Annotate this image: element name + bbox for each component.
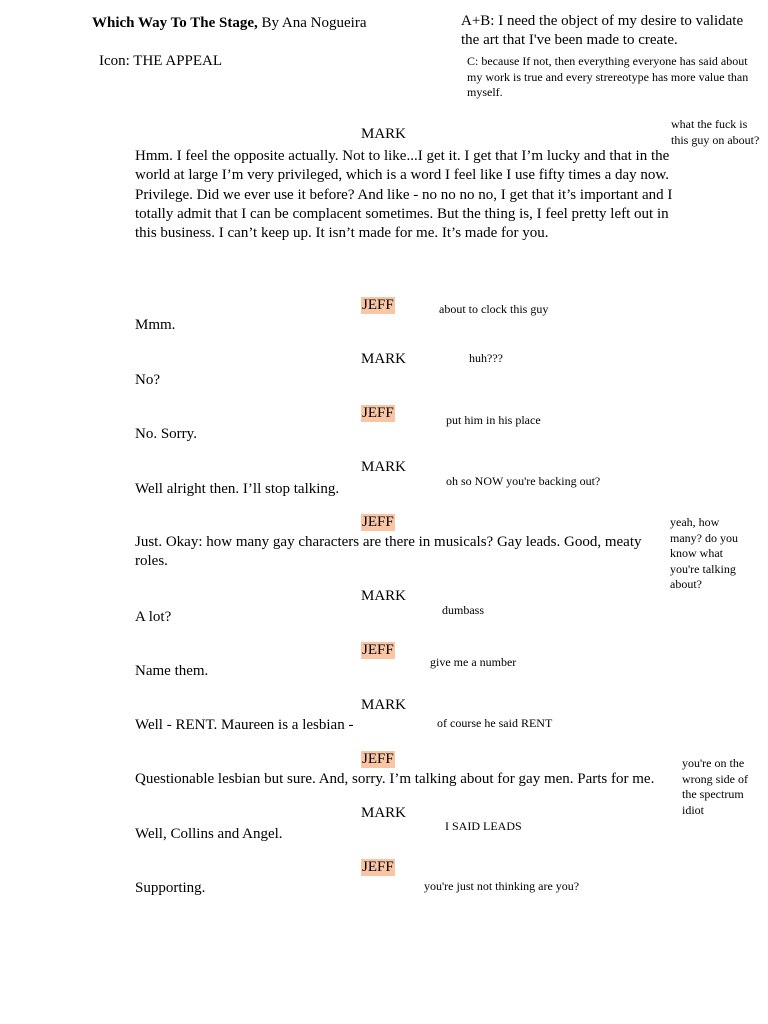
dialogue-line: Just. Okay: how many gay characters are there in musicals? Gay leads. Good, meaty roles. [135,534,642,570]
dialogue-line: Mmm. [135,317,176,333]
margin-note: huh??? [469,351,503,365]
character-name: MARK [361,126,407,142]
character-name: MARK [361,805,407,821]
dialogue-line: No? [135,372,160,388]
margin-note: yeah, how many? do you know what you're talking about? [670,515,738,591]
margin-note: of course he said RENT [437,716,553,730]
character-name: JEFF [362,642,394,658]
author: By Ana Nogueira [257,15,367,31]
dialogue-line: Well alright then. I’ll stop talking. [135,481,340,497]
character-name: MARK [361,459,407,475]
icon-label: Icon: THE APPEAL [99,53,223,69]
dialogue-line: Questionable lesbian but sure. And, sorry. I’m talking about for gay men. Parts for me. [135,771,655,787]
margin-note: give me a number [430,655,517,669]
title-bold: Which Way To The Stage, [92,15,258,31]
margin-note: you're just not thinking are you? [424,879,580,893]
character-name: MARK [361,588,407,604]
margin-note: you're on the wrong side of the spectrum idiot [682,756,748,817]
character-name: MARK [361,697,407,713]
character-name: JEFF [362,297,394,313]
margin-note: dumbass [442,603,484,617]
character-name: JEFF [362,751,394,767]
margin-note: put him in his place [446,413,541,427]
character-name: JEFF [362,405,394,421]
dialogue-line: Name them. [135,663,209,679]
script-title [92,15,366,32]
margin-note: oh so NOW you're backing out? [446,474,601,488]
note-ab: A+B: I need the object of my desire to validate the art that I've been made to create. [461,13,744,48]
character-name: JEFF [362,859,394,875]
margin-note: what the fuck is this guy on about? [671,117,760,147]
dialogue-line: Hmm. I feel the opposite actually. Not to like...I get it. I get that I’m lucky and that in the world at large I’m very privileged, which is a word I feel like I use fifty times a day now. Privilege. Did we ever use it before? And like - no no no no, I get that it’s important and I totally admit that I can be complacent sometimes. But the thing is, I feel pretty left out in this business. I can’t keep up. It isn’t made for me. It’s made for you. [135,148,673,242]
dialogue-line: Supporting. [135,880,206,896]
dialogue-line: No. Sorry. [135,426,197,442]
dialogue-line: Well - RENT. Maureen is a lesbian - [135,717,354,733]
note-c: C: because If not, then everything everyone has said about my work is true and every strereotype has more value than myself. [467,54,749,99]
margin-note: I SAID LEADS [445,819,522,833]
character-name: JEFF [362,514,394,530]
character-name: MARK [361,351,407,367]
dialogue-line: A lot? [135,609,172,625]
margin-note: about to clock this guy [439,302,549,316]
dialogue-line: Well, Collins and Angel. [135,826,283,842]
